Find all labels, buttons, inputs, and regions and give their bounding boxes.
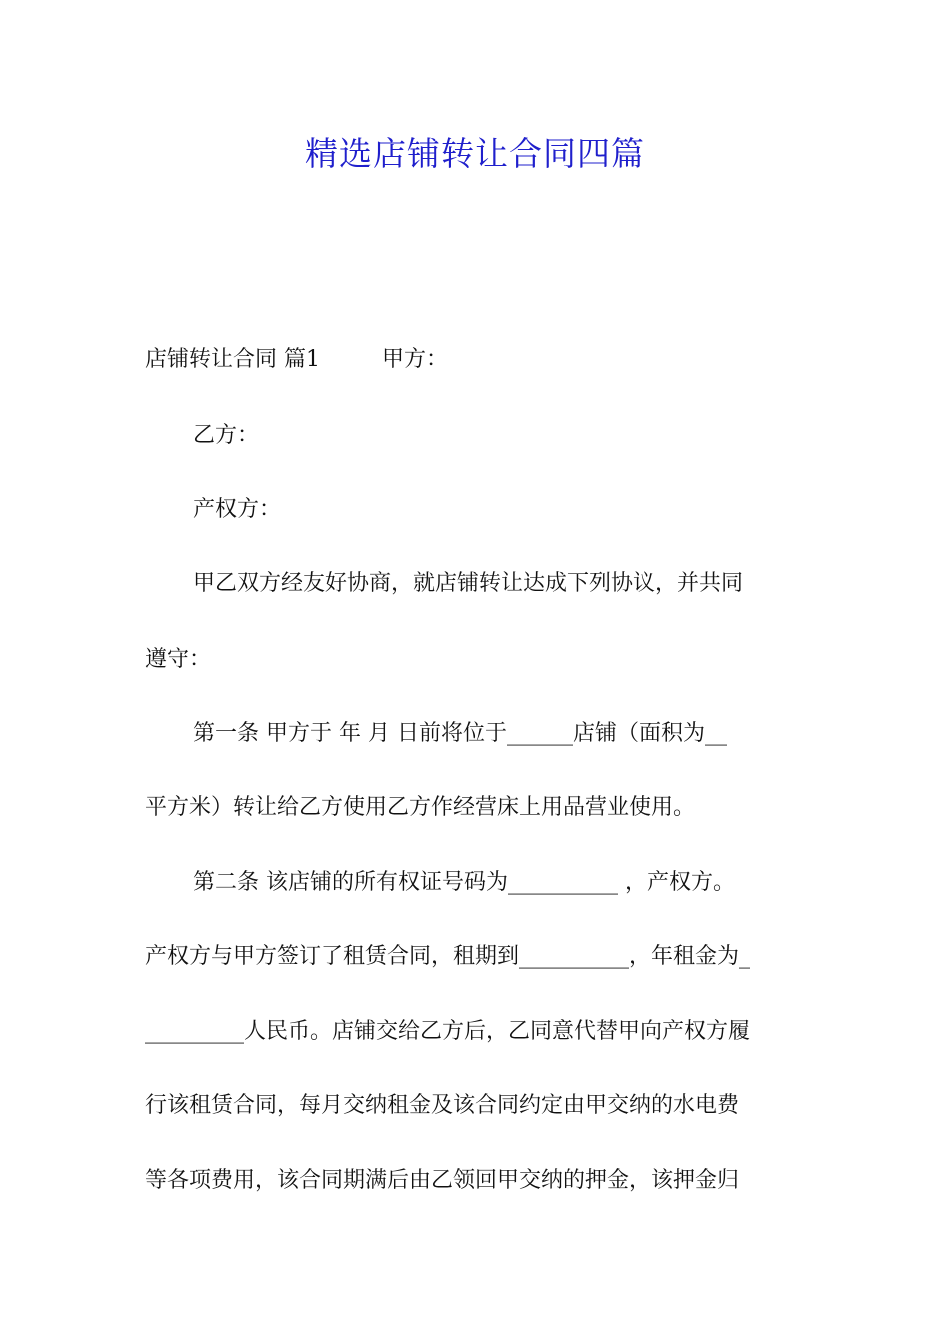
section-heading-line — [145, 345, 807, 375]
owner-label: 产权方： — [193, 497, 282, 522]
party-b-label: 乙方： — [193, 423, 260, 448]
paragraph-line: 行该租赁合同，每月交纳租金及该合同约定由甲交纳的水电费 — [145, 1093, 740, 1118]
paragraph-line: 第一条 甲方于 年 月 日前将位于______店铺（面积为__ — [193, 721, 727, 746]
section-heading: 店铺转让合同 篇1 — [145, 347, 320, 372]
paragraph-line: 平方米）转让给乙方使用乙方作经营床上用品营业使用。 — [145, 795, 696, 820]
party-a-label: 甲方： — [382, 347, 449, 372]
paragraph-line: _________人民币。店铺交给乙方后，乙同意代替甲向产权方履 — [145, 1019, 751, 1044]
paragraph-line: 第二条 该店铺的所有权证号码为__________ ，产权方。 — [193, 870, 735, 895]
paragraph-line: 遵守： — [145, 647, 212, 672]
paragraph-line: 甲乙双方经友好协商，就店铺转让达成下列协议，并共同 — [193, 571, 744, 596]
paragraph-line: 产权方与甲方签订了租赁合同，租期到__________，年租金为_ — [145, 944, 751, 969]
document-title: 精选店铺转让合同四篇 — [305, 134, 645, 173]
paragraph-line: 等各项费用，该合同期满后由乙领回甲交纳的押金，该押金归 — [145, 1168, 740, 1193]
